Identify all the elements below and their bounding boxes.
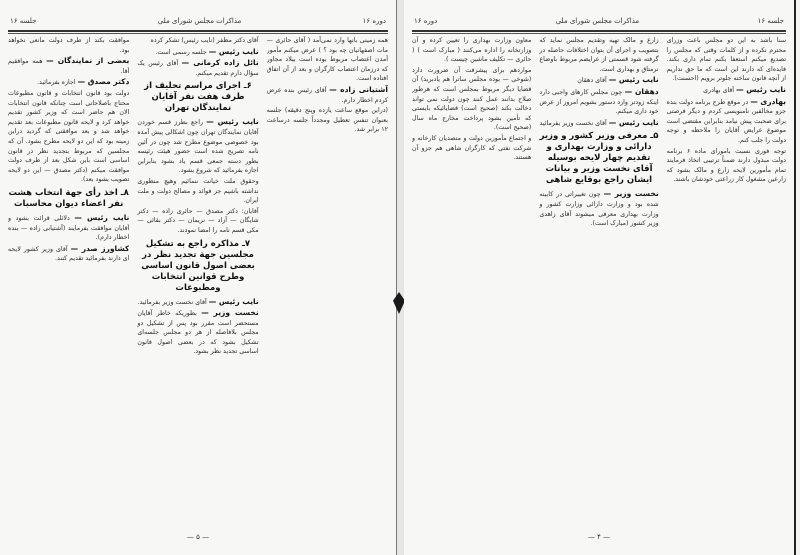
speech-text: همه موافقیم آقا.	[8, 58, 130, 75]
speaker-paragraph	[8, 244, 129, 264]
header-title: مذاکرات مجلس شورای ملی	[157, 17, 242, 25]
speaker-name: نخست وزیر —	[603, 189, 659, 199]
speaker-name: بهادری —	[750, 96, 786, 106]
page-number: — ۵ —	[186, 533, 210, 541]
right-page-columns	[412, 36, 786, 515]
right-page-header	[414, 14, 784, 28]
header-title: مذاکرات مجلس شورای ملی	[555, 17, 640, 25]
left-page	[0, 0, 396, 555]
text-column	[412, 36, 531, 515]
speech-text: اجازه بفرمائید.	[37, 79, 76, 87]
speaker-paragraph	[137, 47, 258, 58]
speaker-paragraph	[267, 85, 388, 105]
speaker-name: نایب رئیس —	[608, 117, 659, 127]
paragraph: آقایان: دکتر مصدق — حائری زاده — دکتر شایگان — آزاد — نریمان — دکتر بقائی — مکی قسم نامه را امضا نمودند.	[137, 207, 259, 234]
speaker-name: نایب رئیس —	[74, 212, 130, 222]
header-session: جلسه ۱۶	[10, 17, 37, 25]
speaker-paragraph	[539, 118, 658, 129]
speaker-paragraph	[8, 56, 129, 76]
speech-text: آقای وزیر کشور لایحه ای دارند بفرمائید تقدیم کنند.	[8, 245, 130, 263]
speaker-name: نایب رئیس —	[608, 75, 659, 85]
speech-text: آقای بهادری	[703, 86, 735, 94]
text-column	[667, 36, 786, 515]
paragraph: وحقوق ملت خیانت ننمائیم وهیچ منظوری نداشته باشیم جز فوائد و مصالح دولت و ملت ایران.	[137, 177, 259, 205]
speech-text: آقای رئیس یک سؤال دارم تقدیم میکنم.	[137, 60, 259, 77]
speaker-name: دهقان —	[624, 86, 659, 96]
scan-edge	[794, 0, 796, 555]
section-heading: ۶ـ اجرای مراسم تحلیف از طرف هفت نفر آقایان نمایندگان تهران	[144, 81, 252, 114]
section-heading: ۷ـ مذاکره راجع به تشکیل مجلسین جهة تجدید نظر در بعضی اصول قانون اساسی وطرح قوانین انتخابات ومطبوعات	[141, 238, 255, 293]
left-page-header	[10, 14, 386, 28]
paragraph: موافقت بکند از طرف دولت مانعی نخواهد بود.	[8, 37, 130, 54]
header-rule	[8, 30, 388, 34]
paragraph: معاون وزارت بهداری را تعیین کرده و آن وزارتخانه را اداره می‌کنند ( مبارک است ) ( حائری — تکلیف ماشین چیست ).	[412, 37, 532, 64]
speaker-paragraph	[539, 75, 658, 86]
speaker-paragraph	[137, 308, 258, 357]
paragraph: توجه فوری نسبت بامورای ماده ۶ برنامه دولت مبذول دارند ضمناً ترتیبی اتخاذ فرمایند تمام مأمورین لایحه زارع و مالک بشود که زارعین مشغول کار زراعتی خودشان باشند.	[666, 147, 786, 184]
speaker-paragraph	[539, 189, 658, 228]
speech-text: آقای نخست وزیر بفرمائید	[539, 119, 607, 127]
speaker-paragraph	[137, 117, 258, 176]
speaker-paragraph	[667, 85, 786, 96]
paragraph: (دراین موقع ساعت یازده وپنج دقیقه) جلسه بعنوان تنفس تعطیل ومجدداً جلسه درساعت ۱۲ برابر شد.	[266, 107, 388, 134]
paragraph: دولت بود قانون انتخابات و قانون مطبوعات محتاج باصلاحاتی است چنانکه قانون انتخابات الان هم حاضر است که وزیر کشور تقدیم خواهد کرد و لایحه قانون مطبوعات بعد تقدیم خواهد شد و بعد موافقتی که گردید دراین زمینه بود که این دو لایحه مطرح بشود. آن که مجلسین که مربوط بتجدید نظر در قانون اساسی است باین شکل بعد از طرف دولت موافقت میکنم (دکتر مصدق — این دو لایحه تصویب بشود بعد).	[8, 89, 130, 184]
section-heading: ۸ـ اخذ رأی جهة انتخاب هشت نفر اعضاء دیوان محاسبات	[8, 187, 129, 209]
speech-text: آقای نخست وزیر بفرمائید.	[137, 298, 207, 306]
paragraph: و اجتماع مأمورین دولت و متصدیان کارخانه و شرکت نفتی که کارگران شاهی هم جزو آن هستند.	[412, 134, 532, 162]
speaker-paragraph	[137, 297, 258, 308]
speech-text: چون تغییراتی در کابینه شده بود و وزارت دارائی وزارت کشور و وزارت بهداری معرفی میشوند آقای زاهدی وزیر کشور (مبارک است).	[539, 191, 659, 228]
text-column	[267, 36, 388, 515]
speaker-name: نائل زاده کرمانی —	[181, 58, 259, 68]
left-page-columns	[8, 36, 388, 515]
paragraph: مواردهم برای پیشرفت آن ضرورت دارد (شوخی — بوده مجلس ساترا هم یادبرید) آن قضایا دیگر مربوط بمجلس است که هرطور صلاح بدانند عمل کنند چون دولت نمی تواند دخالت بکند (صحیح است) قضایائیکه بایستی که تأمین بشود پرداخت مخارج ماه سال (صحیح است).	[412, 66, 532, 132]
header-term: دوره ۱۶	[362, 17, 386, 25]
speaker-name: دکتر مصدق —	[77, 77, 130, 87]
speaker-paragraph	[667, 97, 786, 146]
speech-text: آقای دهقان	[577, 77, 607, 85]
text-column	[8, 36, 129, 515]
speaker-name: نایب رئیس —	[206, 117, 259, 127]
speech-text: جلسه رسمی است.	[155, 48, 207, 56]
speaker-name: کشاورز صدر —	[70, 243, 130, 253]
speaker-paragraph	[539, 87, 658, 117]
speech-text: بطوریکه خاطر آقایان مستحضر است مقرر بود پس از تشکیل دو مجلس بلافاصله از هر دو مجلس جلسه‌ای تشکیل بشود که در بعضی اصول قانون اساسی تجدید نظر بشود.	[137, 310, 259, 356]
speaker-name: نایب رئیس —	[208, 296, 259, 306]
speech-text: در موقع طرح برنامه دولت بنده جزو مخالفین نامنویسی کردم و دیگر فرصتی برای صحبت پیش نیامد بنابراین مقتضی است موضوع عرایض آقایان را ملاحظه و توجه دولت را جلب کنم.	[666, 98, 786, 144]
paragraph: سنا باشد به این دو مجلس باعث وزرای محترم نکرده و از کلمات وقتی که مجلس را تصدیع میکنم استعفا بکنم تمام داری بکند. فایده‌ای که دارند این است که ما حق نداریم از آنچه قانون ساخته جلوتر برویم (احسنت).	[666, 37, 786, 83]
speaker-name: نایب رئیس —	[736, 84, 786, 94]
paragraph: آقای دکتر مظفر (نایب رئیس) تشکر کرده	[150, 37, 259, 44]
header-session: جلسه ۱۶	[757, 17, 784, 25]
header-term: دوره ۱۶	[414, 17, 438, 25]
speaker-paragraph	[8, 213, 129, 243]
text-column	[539, 36, 658, 515]
speaker-name: آشتیانی زاده —	[329, 84, 388, 94]
speaker-name: نایب رئیس —	[208, 46, 259, 56]
right-page	[404, 0, 794, 555]
header-rule	[412, 30, 786, 34]
speech-text: راجع بطرز قسم خوردن آقایان نمایندگان تهران چون اشکالی پیش آمده بود خصوصی موضوع مطرح شد چون در آئین نامه تصریح شده است حضور هیئت رئیسه بطور دسته جمعی قسم یاد بشود بنابراین اجازه بفرمائید که شروع بشود.	[137, 119, 259, 175]
speech-text: دلائلی قرائت بشود و آقایان موافقت بفرمایند (آشتیانی زاده — بنده اخطار دارم).	[8, 214, 130, 242]
speech-text: چون مجلس کارهای واجبی دارد اینکه زودتر وارد دستور بشویم امروز از عرض خود داری میکنم.	[539, 88, 659, 116]
speaker-paragraph	[8, 77, 129, 88]
speech-text: آقای رئیس بنده عرض کردم اخطار دارم.	[266, 86, 388, 104]
page-number: — ۴ —	[587, 533, 611, 541]
speaker-paragraph	[137, 58, 258, 78]
paragraph: زارع و مالک تهیه وتقدیم مجلس نماید که بتصویب و اجرای آن بتوان اختلافات حاصله در گرفته شود قسمتی از عرایضم مربوط باوضاع نرمتاق و بهداری است.	[539, 37, 659, 73]
paragraph: همه زمینی بانها وارد نمی‌آمد ( آقای حائری — مات اصفهانیان چه بود ؟ ) عرض میکنم مأمور آمدن اعتصاب مربوط بوده است بیلاد مجاور که درزمان اعتصاب کارگران و بعد از آن اتفاق افتاده است.	[266, 37, 388, 83]
section-heading: ۵ـ معرفی وزیر کشور و وزیر دارائی و وزارت بهداری و تقدیم چهار لایحه بوسیله آقای نخست وزیر و بیانات ایشان راجع بوقایع شاهی	[539, 131, 659, 186]
speaker-name: نخست وزیر —	[201, 308, 259, 318]
speaker-name: بعضی از نمایندگان —	[46, 56, 130, 66]
text-column	[137, 36, 258, 515]
